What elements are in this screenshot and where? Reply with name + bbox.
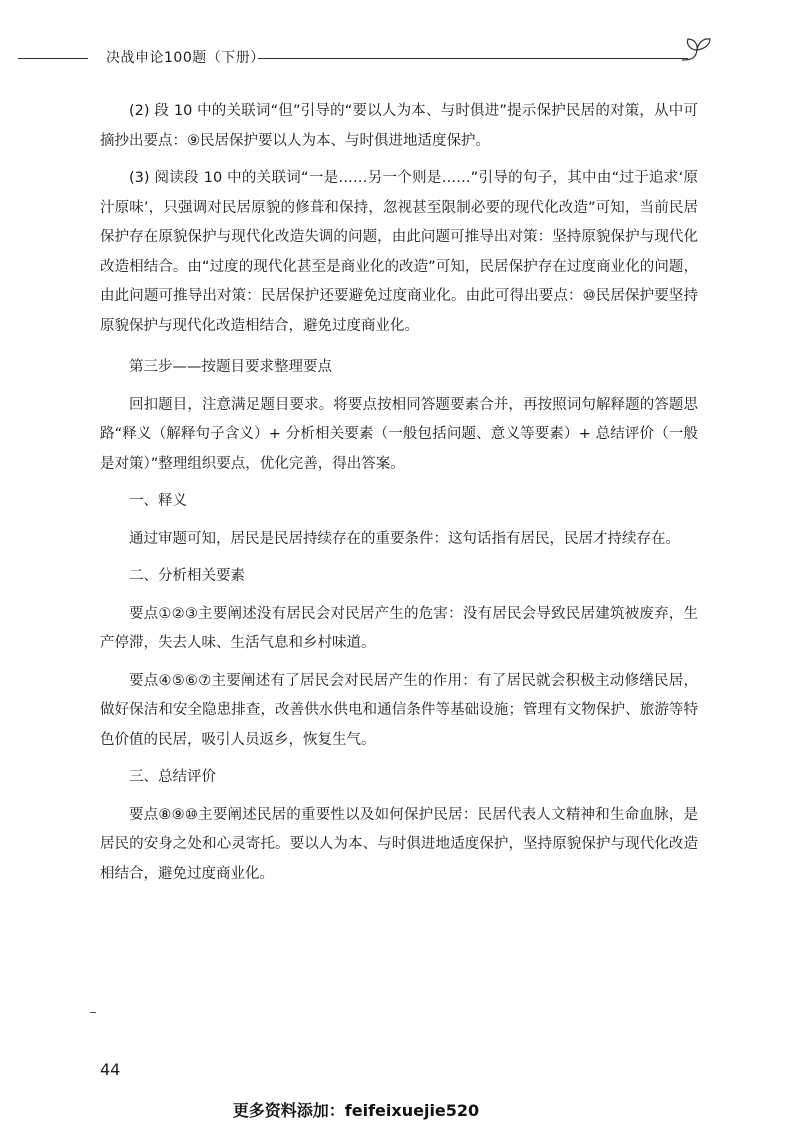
sprout-icon xyxy=(680,36,714,62)
step3-heading: 第三步——按题目要求整理要点 xyxy=(129,359,332,375)
header-rule-left xyxy=(18,58,88,59)
running-header-title: 决战申论100题（下册） xyxy=(106,50,265,66)
body-paragraph: (2) 段 10 中的关联词“但”引导的“要以人为本、与时俱进”提示保护民居的对策，从中可摘抄出要点：⑨民居保护要以人为本、与时俱进地适度保护。 xyxy=(100,103,698,149)
section2-point2: 要点④⑤⑥⑦主要阐述有了居民会对民居产生的作用：有了居民就会积极主动修缮民居，做好保洁和安全隐患排查，改善供水供电和通信条件等基础设施；管理有文物保护、旅游等特色价值的民居，吸引人员返乡，恢复生气。 xyxy=(100,672,698,748)
margin-mark xyxy=(90,1012,96,1013)
body-paragraph: (3) 阅读段 10 中的关联词“一是……另一个则是……”引导的句子，其中由“过于追求‘原汁原味’，只强调对民居原貌的修葺和保持，忽视甚至限制必要的现代化改造”可知，当前民居保护存在原貌保护与现代化改造失调的问题，由此问题可推导出对策：坚持原貌保护与现代化改造相结合。由“过度的现代化甚至是商业化的改造”可知，民居保护存在过度商业化的问题，由此问题可推导出对策：民居保护还要避免过度商业化。由此可得出要点：⑩民居保护要坚持原貌保护与现代化改造相结合，避免过度商业化。 xyxy=(100,170,698,334)
section1-text: 通过审题可知，居民是民居持续存在的重要条件：这句话指有居民，民居才持续存在。 xyxy=(129,530,680,547)
section2-point1: 要点①②③主要阐述没有居民会对民居产生的危害：没有居民会导致民居建筑被废弃，生产停滞，失去人味、生活气息和乡村味道。 xyxy=(100,605,698,651)
header-rule-right xyxy=(258,58,688,59)
page-body xyxy=(100,97,698,889)
page-number: 44 xyxy=(100,1060,121,1079)
section1-heading: 一、释义 xyxy=(129,493,187,509)
step3-intro: 回扣题目，注意满足题目要求。将要点按相同答题要素合并，再按照词句解释题的答题思路“释义（解释句子含义）+ 分析相关要素（一般包括问题、意义等要素）+ 总结评价（一般是对策）”整理组织要点，优化完善，得出答案。 xyxy=(100,396,698,472)
section3-text: 要点⑧⑨⑩主要阐述民居的重要性以及如何保护民居：民居代表人文精神和生命血脉，是居民的安身之处和心灵寄托。要以人为本、与时俱进地适度保护，坚持原貌保护与现代化改造相结合，避免过度商业化。 xyxy=(100,806,698,882)
section2-heading: 二、分析相关要素 xyxy=(129,568,245,584)
footer-note: 更多资料添加：feifeixuejie520 xyxy=(232,1101,480,1120)
section3-heading: 三、总结评价 xyxy=(129,769,216,785)
